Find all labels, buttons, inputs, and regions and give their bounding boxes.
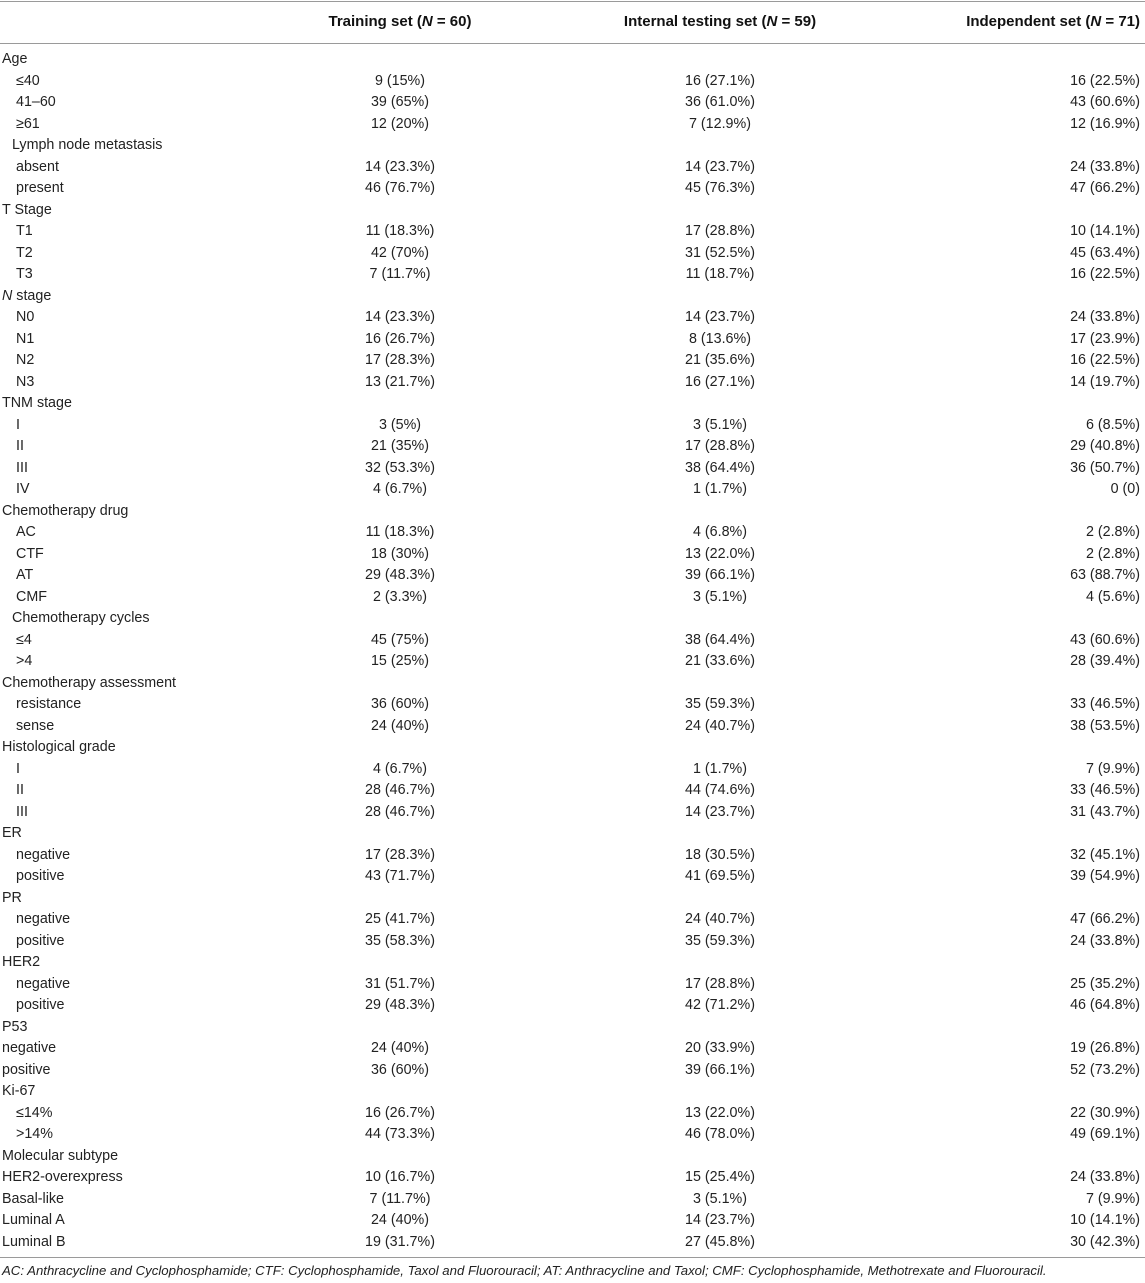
table-section-row <box>0 135 1145 157</box>
cell-internal-testing-set: 38 (64.4%) <box>685 631 755 648</box>
table-section-row <box>0 393 1145 415</box>
cell-training-set: 35 (58.3%) <box>365 932 435 949</box>
cell-independent-set: 52 (73.2%) <box>1070 1061 1140 1078</box>
cell-training-set: 46 (76.7%) <box>365 180 435 196</box>
row-label: 41–60 <box>16 94 56 110</box>
table-section-row <box>0 737 1145 759</box>
table-row <box>0 565 1145 587</box>
table-section-row <box>0 200 1145 222</box>
row-label: sense <box>16 717 55 734</box>
row-label: T2 <box>16 244 33 261</box>
row-label: Basal-like <box>2 1190 64 1207</box>
table-row <box>0 1124 1145 1146</box>
cell-internal-testing-set: 38 (64.4%) <box>685 459 755 476</box>
cell-independent-set: 39 (54.9%) <box>1070 868 1140 884</box>
table-section-row <box>0 888 1145 910</box>
row-label: present <box>16 180 64 196</box>
cell-internal-testing-set: 44 (74.6%) <box>685 782 755 798</box>
table-row <box>0 264 1145 286</box>
cell-training-set: 45 (75%) <box>370 631 429 648</box>
table-row <box>0 716 1145 738</box>
cell-training-set: 11 (18.3%) <box>365 524 435 540</box>
section-label: PR <box>2 889 22 906</box>
row-label: resistance <box>16 696 82 712</box>
cell-training-set: 18 (30%) <box>370 545 429 562</box>
table-row <box>0 157 1145 179</box>
cell-independent-set: 24 (33.8%) <box>1070 309 1140 325</box>
row-label: IV <box>16 481 30 497</box>
cell-training-set: 3 (5%) <box>378 416 422 433</box>
cell-independent-set: 45 (63.4%) <box>1070 244 1140 261</box>
section-label: Chemotherapy cycles <box>12 610 150 626</box>
row-label: ≤40 <box>16 72 40 89</box>
cell-training-set: 4 (6.7%) <box>372 760 428 777</box>
table-row <box>0 307 1145 329</box>
cell-training-set: 39 (65%) <box>370 94 429 110</box>
section-label: Lymph node metastasis <box>12 137 163 153</box>
row-label: absent <box>16 158 59 175</box>
cell-training-set: 13 (21.7%) <box>365 373 435 390</box>
table-row <box>0 114 1145 136</box>
section-label: Molecular subtype <box>2 1147 119 1164</box>
cell-training-set: 16 (26.7%) <box>365 1104 435 1121</box>
cell-training-set: 2 (3.3%) <box>372 588 428 605</box>
cell-training-set: 29 (48.3%) <box>365 997 435 1013</box>
table-section-row <box>0 1146 1145 1168</box>
cell-independent-set: 16 (22.5%) <box>1070 72 1140 89</box>
cell-independent-set: 36 (50.7%) <box>1070 459 1140 476</box>
cell-independent-set: 19 (26.8%) <box>1070 1040 1140 1056</box>
cell-internal-testing-set: 14 (23.7%) <box>685 309 755 325</box>
section-label: Ki-67 <box>2 1083 36 1099</box>
cell-internal-testing-set: 13 (22.0%) <box>685 545 755 562</box>
header-internal-testing-set: Internal testing set (N = 59) <box>623 13 817 30</box>
table-row <box>0 1167 1145 1189</box>
cell-training-set: 42 (70%) <box>370 244 429 261</box>
cell-training-set: 12 (20%) <box>370 115 429 132</box>
cell-internal-testing-set: 1 (1.7%) <box>692 760 748 777</box>
cell-internal-testing-set: 3 (5.1%) <box>692 588 748 605</box>
cell-internal-testing-set: 13 (22.0%) <box>685 1104 755 1121</box>
cell-independent-set: 28 (39.4%) <box>1070 653 1140 669</box>
cell-training-set: 28 (46.7%) <box>365 803 435 820</box>
cell-internal-testing-set: 35 (59.3%) <box>685 932 755 949</box>
table-row <box>0 1060 1145 1082</box>
cell-internal-testing-set: 35 (59.3%) <box>685 696 755 712</box>
table-section-row <box>0 1081 1145 1103</box>
cell-internal-testing-set: 17 (28.8%) <box>685 975 755 992</box>
cell-independent-set: 25 (35.2%) <box>1070 975 1140 992</box>
table-section-row <box>0 1017 1145 1039</box>
row-label: T3 <box>16 266 33 282</box>
cell-training-set: 17 (28.3%) <box>365 846 435 863</box>
cell-training-set: 15 (25%) <box>370 653 429 669</box>
table-bottom-rule <box>0 1257 1145 1258</box>
table-row <box>0 866 1145 888</box>
row-label: III <box>16 459 28 476</box>
section-label: TNM stage <box>2 395 72 411</box>
section-label: N stage <box>2 287 52 304</box>
row-label: CTF <box>16 545 44 562</box>
cell-training-set: 24 (40%) <box>370 717 429 734</box>
cell-independent-set: 2 (2.8%) <box>1085 545 1140 562</box>
cell-training-set: 16 (26.7%) <box>365 330 435 347</box>
section-label: HER2 <box>2 954 41 970</box>
cell-internal-testing-set: 17 (28.8%) <box>685 438 755 454</box>
cell-independent-set: 24 (33.8%) <box>1070 158 1140 175</box>
cell-independent-set: 7 (9.9%) <box>1085 760 1140 777</box>
table-row <box>0 759 1145 781</box>
cell-independent-set: 32 (45.1%) <box>1070 846 1140 863</box>
section-label: ER <box>2 825 22 841</box>
cell-internal-testing-set: 14 (23.7%) <box>685 1212 755 1228</box>
row-label: N1 <box>16 330 35 347</box>
row-label: N2 <box>16 352 35 368</box>
cell-internal-testing-set: 46 (78.0%) <box>685 1126 755 1142</box>
table-row <box>0 909 1145 931</box>
cell-independent-set: 24 (33.8%) <box>1070 1169 1140 1185</box>
table-row <box>0 479 1145 501</box>
table-row <box>0 415 1145 437</box>
cell-internal-testing-set: 21 (35.6%) <box>685 352 755 368</box>
cell-independent-set: 33 (46.5%) <box>1070 782 1140 798</box>
table-row <box>0 802 1145 824</box>
row-label: III <box>16 803 28 820</box>
cell-internal-testing-set: 11 (18.7%) <box>685 266 755 282</box>
row-label: II <box>16 438 24 454</box>
cell-independent-set: 38 (53.5%) <box>1070 717 1140 734</box>
cell-internal-testing-set: 24 (40.7%) <box>685 911 755 927</box>
cell-internal-testing-set: 31 (52.5%) <box>685 244 755 261</box>
row-label: negative <box>16 846 71 863</box>
cell-independent-set: 6 (8.5%) <box>1085 416 1140 433</box>
table-row <box>0 630 1145 652</box>
cell-internal-testing-set: 3 (5.1%) <box>692 416 748 433</box>
cell-internal-testing-set: 4 (6.8%) <box>692 524 748 540</box>
cell-independent-set: 0 (0) <box>1110 481 1140 497</box>
cell-independent-set: 31 (43.7%) <box>1070 803 1140 820</box>
cell-training-set: 14 (23.3%) <box>365 309 435 325</box>
cell-independent-set: 30 (42.3%) <box>1070 1233 1140 1250</box>
row-label: HER2-overexpress <box>2 1169 123 1185</box>
row-label: AC <box>16 524 36 540</box>
table-row <box>0 995 1145 1017</box>
table-row <box>0 329 1145 351</box>
table-row <box>0 221 1145 243</box>
header-training-set: Training set (N = 60) <box>328 13 472 30</box>
cell-independent-set: 46 (64.8%) <box>1070 997 1140 1013</box>
cell-independent-set: 49 (69.1%) <box>1070 1126 1140 1142</box>
table-row <box>0 1210 1145 1232</box>
table-row <box>0 372 1145 394</box>
cell-internal-testing-set: 14 (23.7%) <box>685 803 755 820</box>
table-row <box>0 350 1145 372</box>
row-label: T1 <box>16 223 33 239</box>
cell-training-set: 19 (31.7%) <box>365 1233 435 1250</box>
table-row <box>0 974 1145 996</box>
table-section-row <box>0 673 1145 695</box>
table-row <box>0 1189 1145 1211</box>
cell-independent-set: 33 (46.5%) <box>1070 696 1140 712</box>
cell-internal-testing-set: 39 (66.1%) <box>685 567 755 583</box>
cell-training-set: 4 (6.7%) <box>372 481 428 497</box>
cell-independent-set: 10 (14.1%) <box>1070 223 1140 239</box>
row-label: positive <box>16 997 65 1013</box>
row-label: N3 <box>16 373 35 390</box>
cell-independent-set: 16 (22.5%) <box>1070 266 1140 282</box>
row-label: ≥61 <box>16 115 40 132</box>
table-section-row <box>0 952 1145 974</box>
cell-independent-set: 7 (9.9%) <box>1085 1190 1140 1207</box>
row-label: AT <box>16 567 34 583</box>
cell-training-set: 24 (40%) <box>370 1212 429 1228</box>
cell-independent-set: 16 (22.5%) <box>1070 352 1140 368</box>
cell-internal-testing-set: 7 (12.9%) <box>689 115 751 132</box>
cell-independent-set: 10 (14.1%) <box>1070 1212 1140 1228</box>
cell-independent-set: 14 (19.7%) <box>1070 373 1140 390</box>
table-footnote: AC: Anthracycline and Cyclophosphamide; CTF: Cyclophosphamide, Taxol and Fluorouracil; AT: Anthracycline and Taxol; CMF: Cyclophosphamide, Methotrexate and Fluorouracil. <box>2 1263 1047 1278</box>
table-section-row <box>0 608 1145 630</box>
cell-training-set: 43 (71.7%) <box>365 868 435 884</box>
row-label: positive <box>2 1061 51 1078</box>
cell-independent-set: 12 (16.9%) <box>1070 115 1140 132</box>
cell-independent-set: 22 (30.9%) <box>1070 1104 1140 1121</box>
cell-independent-set: 43 (60.6%) <box>1070 94 1140 110</box>
section-label: Histological grade <box>2 739 116 755</box>
cell-training-set: 14 (23.3%) <box>365 158 435 175</box>
row-label: CMF <box>16 588 47 605</box>
cell-training-set: 29 (48.3%) <box>365 567 435 583</box>
table-section-row <box>0 49 1145 71</box>
row-label: N0 <box>16 309 35 325</box>
table-section-row <box>0 286 1145 308</box>
cell-training-set: 25 (41.7%) <box>365 911 435 927</box>
cell-internal-testing-set: 15 (25.4%) <box>685 1169 755 1185</box>
cell-independent-set: 17 (23.9%) <box>1070 330 1140 347</box>
table-row <box>0 178 1145 200</box>
table-row <box>0 931 1145 953</box>
row-label: negative <box>16 975 71 992</box>
cell-training-set: 44 (73.3%) <box>365 1126 435 1142</box>
table-section-row <box>0 501 1145 523</box>
cell-internal-testing-set: 45 (76.3%) <box>685 180 755 196</box>
row-label: ≤4 <box>16 631 32 648</box>
row-label: I <box>16 760 20 777</box>
row-label: >14% <box>16 1126 53 1142</box>
cell-internal-testing-set: 14 (23.7%) <box>685 158 755 175</box>
row-label: positive <box>16 868 65 884</box>
table-row <box>0 1103 1145 1125</box>
cell-internal-testing-set: 41 (69.5%) <box>685 868 755 884</box>
table-row <box>0 243 1145 265</box>
cell-internal-testing-set: 16 (27.1%) <box>685 72 755 89</box>
section-label: Age <box>2 51 28 67</box>
cell-internal-testing-set: 17 (28.8%) <box>685 223 755 239</box>
cell-training-set: 11 (18.3%) <box>365 223 435 239</box>
row-label: negative <box>16 911 71 927</box>
cell-independent-set: 4 (5.6%) <box>1085 588 1140 605</box>
header-independent-set: Independent set (N = 71) <box>966 13 1140 30</box>
table-row <box>0 694 1145 716</box>
cell-internal-testing-set: 27 (45.8%) <box>685 1233 755 1250</box>
table-row <box>0 587 1145 609</box>
table-row <box>0 458 1145 480</box>
table-body <box>0 49 1145 1253</box>
cell-independent-set: 2 (2.8%) <box>1085 524 1140 540</box>
cell-independent-set: 43 (60.6%) <box>1070 631 1140 648</box>
table-row <box>0 71 1145 93</box>
table-row <box>0 92 1145 114</box>
table-row <box>0 544 1145 566</box>
cell-independent-set: 47 (66.2%) <box>1070 911 1140 927</box>
cell-training-set: 36 (60%) <box>370 696 429 712</box>
cell-training-set: 10 (16.7%) <box>365 1169 435 1185</box>
cell-independent-set: 29 (40.8%) <box>1070 438 1140 454</box>
cell-training-set: 28 (46.7%) <box>365 782 435 798</box>
table-row <box>0 522 1145 544</box>
cell-internal-testing-set: 20 (33.9%) <box>685 1040 755 1056</box>
table-row <box>0 436 1145 458</box>
cell-internal-testing-set: 3 (5.1%) <box>692 1190 748 1207</box>
table-row <box>0 1232 1145 1254</box>
row-label: I <box>16 416 20 433</box>
cell-independent-set: 63 (88.7%) <box>1070 567 1140 583</box>
cell-independent-set: 24 (33.8%) <box>1070 932 1140 949</box>
table-row <box>0 651 1145 673</box>
row-label: Luminal B <box>2 1233 66 1250</box>
cell-training-set: 21 (35%) <box>370 438 429 454</box>
cell-independent-set: 47 (66.2%) <box>1070 180 1140 196</box>
cell-training-set: 32 (53.3%) <box>365 459 435 476</box>
table-section-row <box>0 823 1145 845</box>
cell-internal-testing-set: 8 (13.6%) <box>689 330 751 347</box>
row-label: Luminal A <box>2 1212 65 1228</box>
row-label: negative <box>2 1040 57 1056</box>
table-row <box>0 1038 1145 1060</box>
table-row <box>0 845 1145 867</box>
section-label: T Stage <box>2 201 52 218</box>
row-label: ≤14% <box>16 1104 53 1121</box>
table-row <box>0 780 1145 802</box>
section-label: Chemotherapy assessment <box>2 674 177 691</box>
cell-training-set: 31 (51.7%) <box>365 975 435 992</box>
cell-training-set: 24 (40%) <box>370 1040 429 1056</box>
section-label: P53 <box>2 1018 28 1035</box>
cell-training-set: 36 (60%) <box>370 1061 429 1078</box>
row-label: positive <box>16 932 65 949</box>
cell-training-set: 7 (11.7%) <box>369 1190 431 1207</box>
row-label: >4 <box>16 653 33 669</box>
cell-internal-testing-set: 1 (1.7%) <box>692 481 748 497</box>
table-header-rule <box>0 43 1145 44</box>
cell-internal-testing-set: 24 (40.7%) <box>685 717 755 734</box>
cell-training-set: 7 (11.7%) <box>369 266 431 282</box>
cell-internal-testing-set: 21 (33.6%) <box>685 653 755 669</box>
cell-internal-testing-set: 42 (71.2%) <box>685 997 755 1013</box>
cell-training-set: 17 (28.3%) <box>365 352 435 368</box>
section-label: Chemotherapy drug <box>2 502 129 519</box>
cell-internal-testing-set: 36 (61.0%) <box>685 94 755 110</box>
cell-internal-testing-set: 16 (27.1%) <box>685 373 755 390</box>
cell-internal-testing-set: 18 (30.5%) <box>685 846 755 863</box>
cell-training-set: 9 (15%) <box>374 72 426 89</box>
row-label: II <box>16 782 24 798</box>
cell-internal-testing-set: 39 (66.1%) <box>685 1061 755 1078</box>
